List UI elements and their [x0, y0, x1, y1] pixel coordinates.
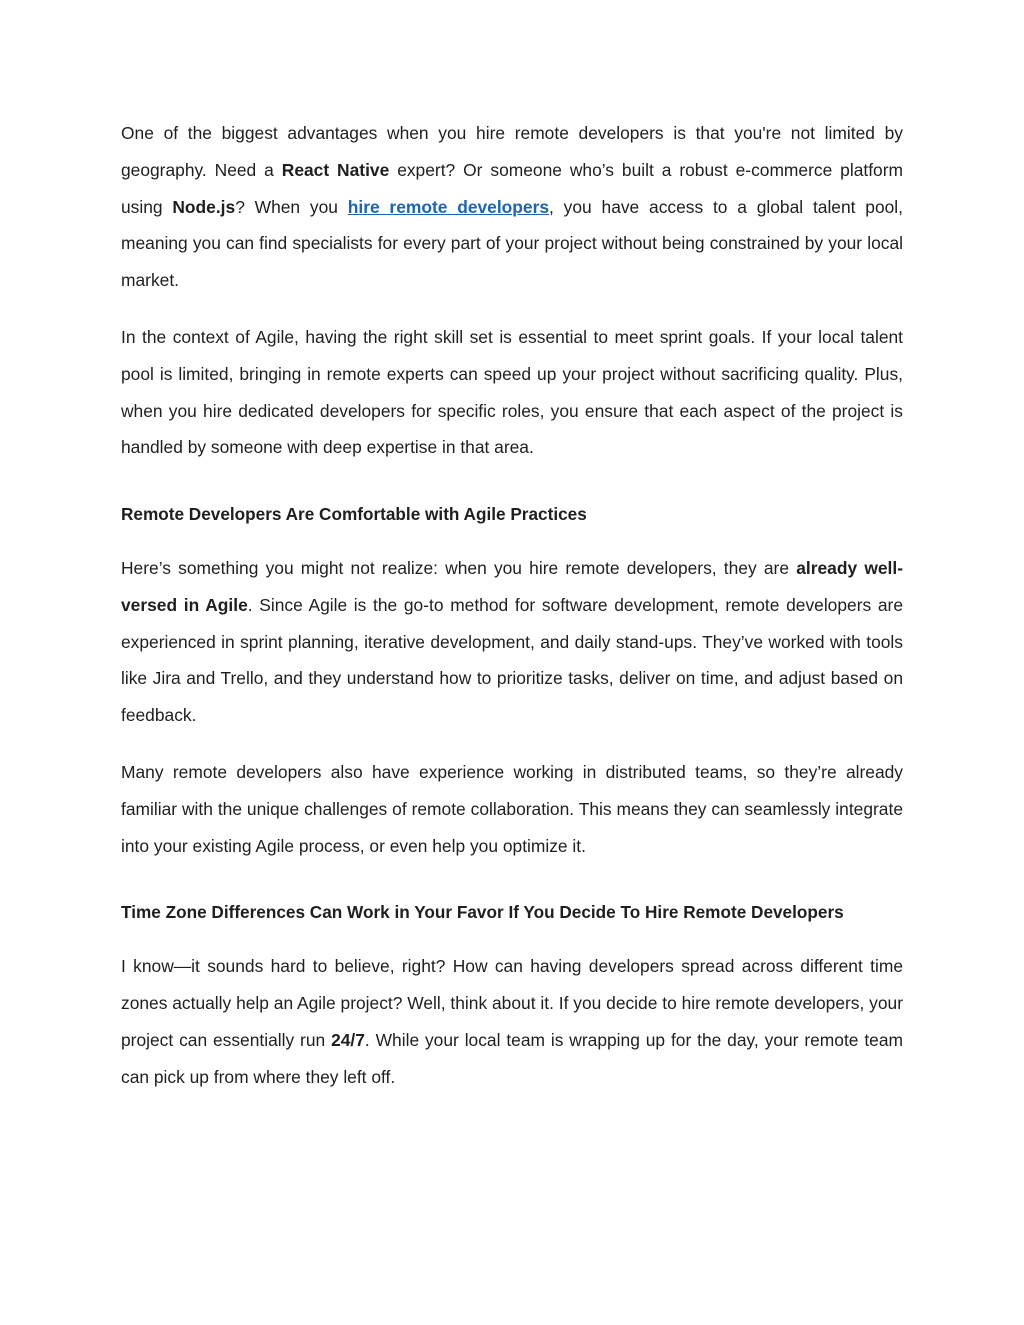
text-span: Here’s something you might not realize: when you hire remote developers, they are [121, 557, 797, 578]
document-body [121, 115, 903, 1115]
paragraph-time-zones [121, 948, 903, 1095]
bold-24-7: 24/7 [331, 1029, 365, 1050]
text-span: ? When you [235, 196, 348, 217]
paragraph-distributed-teams: Many remote developers also have experience working in distributed teams, so they’re already familiar with the unique challenges of remote collaboration. This means they can seamlessly integrate into your existing Agile process, or even help you optimize it. [121, 761, 903, 856]
heading-agile-practices: Remote Developers Are Comfortable with Agile Practices [121, 504, 587, 525]
text-span: I know—it sounds hard to believe, right? How can having developers spread across different time zones actually help an Agile project? Well, think about it. If you decide to hire remote developers, your project can essentially run [121, 956, 903, 1050]
text-span: . Since Agile is the go-to method for software development, remote developers are experienced in sprint planning, iterative development, and daily stand-ups. They’ve worked with tools like Jira and Trello, and they understand how to prioritize tasks, deliver on time, and adjust based on feedback. [121, 594, 903, 726]
paragraph-agile-context: In the context of Agile, having the right skill set is essential to meet sprint goals. If your local talent pool is limited, bringing in remote experts can speed up your project without sacrificing quality. Plus, when you hire dedicated developers for specific roles, you ensure that each aspect of the project is handled by someone with deep expertise in that area. [121, 326, 903, 458]
text-span: expert? Or someone who’s built a robust e-commerce platform using [121, 159, 903, 217]
hire-remote-developers-link[interactable]: hire remote developers [347, 196, 550, 217]
text-span: . While your local team is wrapping up for the day, your remote team can pick up from where they left off. [121, 1029, 903, 1087]
heading-time-zones: Time Zone Differences Can Work in Your Favor If You Decide To Hire Remote Developers [121, 902, 844, 923]
bold-react-native: React Native [281, 159, 390, 180]
bold-nodejs: Node.js [172, 196, 236, 217]
text-span: , you have access to a global talent pool, meaning you can find specialists for every part of your project without being constrained by your local market. [121, 196, 903, 291]
bold-already-versed: already well-versed in Agile [121, 557, 903, 615]
text-span: One of the biggest advantages when you hire remote developers is that you're not limited by geography. Need a [121, 123, 903, 180]
paragraph-geography [121, 115, 903, 299]
paragraph-agile-versed [121, 550, 903, 734]
